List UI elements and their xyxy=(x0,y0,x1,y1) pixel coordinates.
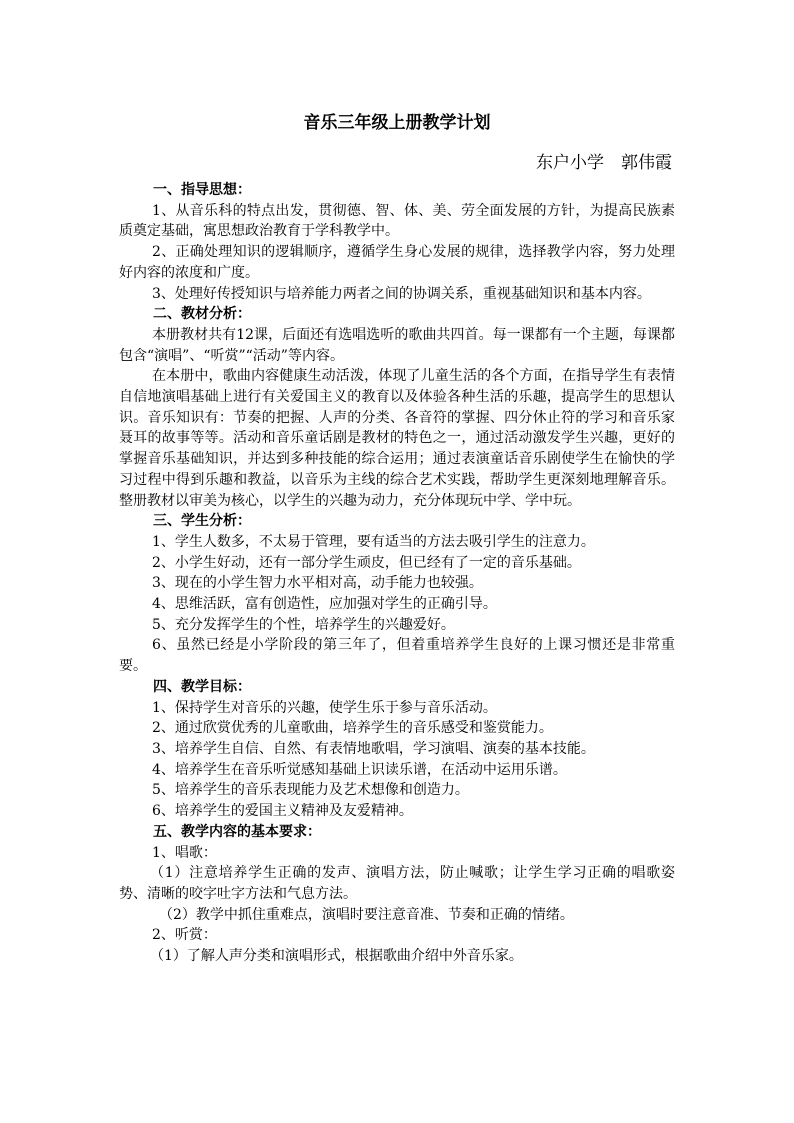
paragraph: 2、正确处理知识的逻辑顺序，遵循学生身心发展的规律，选择教学内容，努力处理好内容的浓度和广度。 xyxy=(119,244,675,281)
paragraph: 4、培养学生在音乐听觉感知基础上识读乐谱，在活动中运用乐谱。 xyxy=(152,761,567,778)
section-heading: 二、教材分析： xyxy=(153,306,251,323)
paragraph: 6、培养学生的爱国主义精神及友爱精神。 xyxy=(152,803,413,820)
paragraph: 5、培养学生的音乐表现能力及艺术想像和创造力。 xyxy=(152,782,469,799)
paragraph: 6、虽然已经是小学阶段的第三年了，但着重培养学生良好的上课习惯还是非常重要。 xyxy=(119,637,675,675)
paragraph: 2、听赏： xyxy=(152,927,217,944)
paragraph: 1、从音乐科的特点出发，贯彻德、智、体、美、劳全面发展的方针，为提高民族素质奠定基础，寓思想政治教育于学科教学中。 xyxy=(119,202,675,240)
section-heading: 五、教学内容的基本要求： xyxy=(153,823,321,840)
paragraph: （1）了解人声分类和演唱形式，根据歌曲介绍中外音乐家。 xyxy=(150,948,523,965)
section-heading: 三、学生分析： xyxy=(153,513,251,530)
document-title: 音乐三年级上册教学计划 xyxy=(303,113,491,133)
paragraph: （2）教学中抓住重难点，演唱时要注意音准、节奏和正确的情绪。 xyxy=(159,906,574,923)
paragraph: （1）注意培养学生正确的发声、演唱方法，防止喊歌；让学生学习正确的唱歌姿势、清晰的咬字吐字方法和气息方法。 xyxy=(119,865,675,902)
paragraph: 1、学生人数多，不太易于管理，要有适当的方法去吸引学生的注意力。 xyxy=(152,533,595,550)
paragraph: 4、思维活跃，富有创造性，应加强对学生的正确引导。 xyxy=(152,596,497,613)
paragraph: 1、唱歌： xyxy=(152,844,217,861)
paragraph: 3、处理好传授知识与培养能力两者之间的协调关系，重视基础知识和基本内容。 xyxy=(152,285,651,302)
section-heading: 四、教学目标： xyxy=(153,678,251,695)
document-body xyxy=(119,180,675,967)
paragraph: 2、小学生好动，还有一部分学生顽皮，但已经有了一定的音乐基础。 xyxy=(152,554,581,571)
paragraph: 3、现在的小学生智力水平相对高，动手能力也较强。 xyxy=(152,575,483,592)
paragraph: 1、保持学生对音乐的兴趣，使学生乐于参与音乐活动。 xyxy=(152,699,497,716)
paragraph: 2、通过欣赏优秀的儿童歌曲，培养学生的音乐感受和鉴赏能力。 xyxy=(152,720,553,737)
author-line: 东户小学 郭伟霞 xyxy=(536,153,672,173)
paragraph: 5、充分发挥学生的个性，培养学生的兴趣爱好。 xyxy=(152,616,455,633)
section-heading: 一、指导思想： xyxy=(153,182,251,198)
paragraph: 本册教材共有12课，后面还有选唱选听的歌曲共四首。每一课都有一个主题，每课都包含“演唱”、“听赏”“活动”等内容。 xyxy=(119,326,675,364)
paragraph: 3、培养学生自信、自然、有表情地歌唱，学习演唱、演奏的基本技能。 xyxy=(152,740,595,757)
paragraph: 在本册中，歌曲内容健康生动活泼，体现了儿童生活的各个方面，在指导学生有表情自信地演唱基础上进行有关爱国主义的教育以及体验各种生活的乐趣，提高学生的思想认识。音乐知识有：节奏的把握、人声的分类、各音符的掌握、四分休止符的学习和音乐家聂耳的故事等等。活动和音乐童话剧是教材的特色之一，通过活动激发学生兴趣，更好的掌握音乐基础知识，并达到多种技能的综合运用；通过表演童话音乐剧使学生在愉快的学习过程中得到乐趣和教益，以音乐为主线的综合艺术实践，帮助学生更深刻地理解音乐。整册教材以审美为核心，以学生的兴趣为动力，充分体现玩中学、学中玩。 xyxy=(119,368,675,509)
